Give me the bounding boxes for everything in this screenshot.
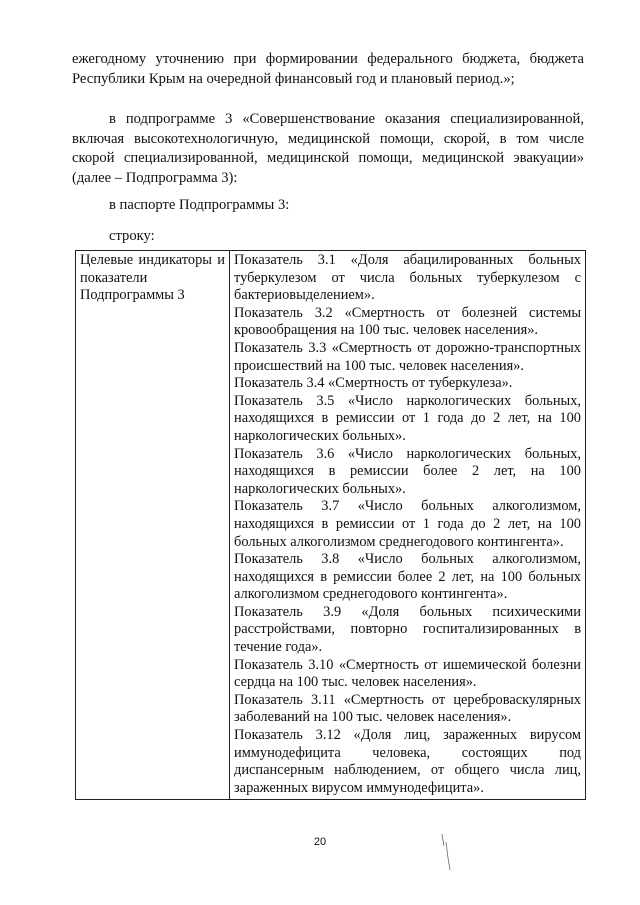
paragraph-continuation: ежегодному уточнению при формировании федерального бюджета, бюджета Республики Крым на очередной финансовый год и плановый период.»; — [72, 51, 584, 87]
indicator-3-6: Показатель 3.6 «Число наркологических больных, находящихся в ремиссии более 2 лет, на 100 наркологических больных». — [234, 445, 581, 497]
indicator-3-12: Показатель 3.12 «Доля лиц, зараженных вирусом иммунодефицита человека, состоящих под диспансерным наблюдением, от общего числа лиц, зараженных вирусом иммунодефицита». — [234, 727, 581, 796]
indicator-3-1: Показатель 3.1 «Доля абацилированных больных туберкулезом от числа больных туберкулезом с бактериовыделением». — [234, 252, 581, 304]
table-label-text: Целевые индикаторы и показатели Подпрограммы 3 — [80, 252, 225, 304]
indicator-3-3: Показатель 3.3 «Смертность от дорожно-транспортных происшествий на 100 тыс. человек населения». — [234, 339, 581, 374]
indicator-3-10: Показатель 3.10 «Смертность от ишемической болезни сердца на 100 тыс. человек населения». — [234, 656, 581, 691]
table-row — [76, 251, 586, 800]
paragraph-row: строку: — [109, 228, 155, 244]
indicator-3-8: Показатель 3.8 «Число больных алкоголизмом, находящихся в ремиссии более 2 лет, на 100 больных алкоголизмом среднегодового контингента». — [234, 551, 581, 603]
paragraph-subprogram-3: в подпрограмме 3 «Совершенствование оказания специализированной, включая высокотехнологичную, медицинской помощи, скорой, в том числе скорой специализированной, медицинской помощи, медицинской эвакуации» (далее – Подпрограмма 3): — [72, 111, 584, 186]
indicator-3-2: Показатель 3.2 «Смертность от болезней системы кровообращения на 100 тыс. человек населения». — [234, 304, 581, 339]
indicator-3-5: Показатель 3.5 «Число наркологических больных, находящихся в ремиссии от 1 года до 2 лет, на 100 наркологических больных». — [234, 392, 581, 444]
scan-mark-decoration — [438, 832, 458, 872]
page-number: 20 — [313, 836, 327, 848]
table-label-cell — [76, 251, 230, 800]
indicator-3-9: Показатель 3.9 «Доля больных психическими расстройствами, повторно госпитализированных в течение года». — [234, 603, 581, 656]
indicator-3-4: Показатель 3.4 «Смертность от туберкулеза». — [234, 375, 513, 392]
indicator-3-7: Показатель 3.7 «Число больных алкоголизмом, находящихся в ремиссии от 1 года до 2 лет, на 100 больных алкоголизмом среднегодового контингента». — [234, 498, 581, 550]
passport-table — [75, 250, 586, 800]
indicator-3-11: Показатель 3.11 «Смертность от цереброваскулярных заболеваний на 100 тыс. человек населения». — [234, 691, 581, 726]
paragraph-passport: в паспорте Подпрограммы 3: — [109, 197, 290, 213]
table-value-cell — [230, 251, 586, 800]
